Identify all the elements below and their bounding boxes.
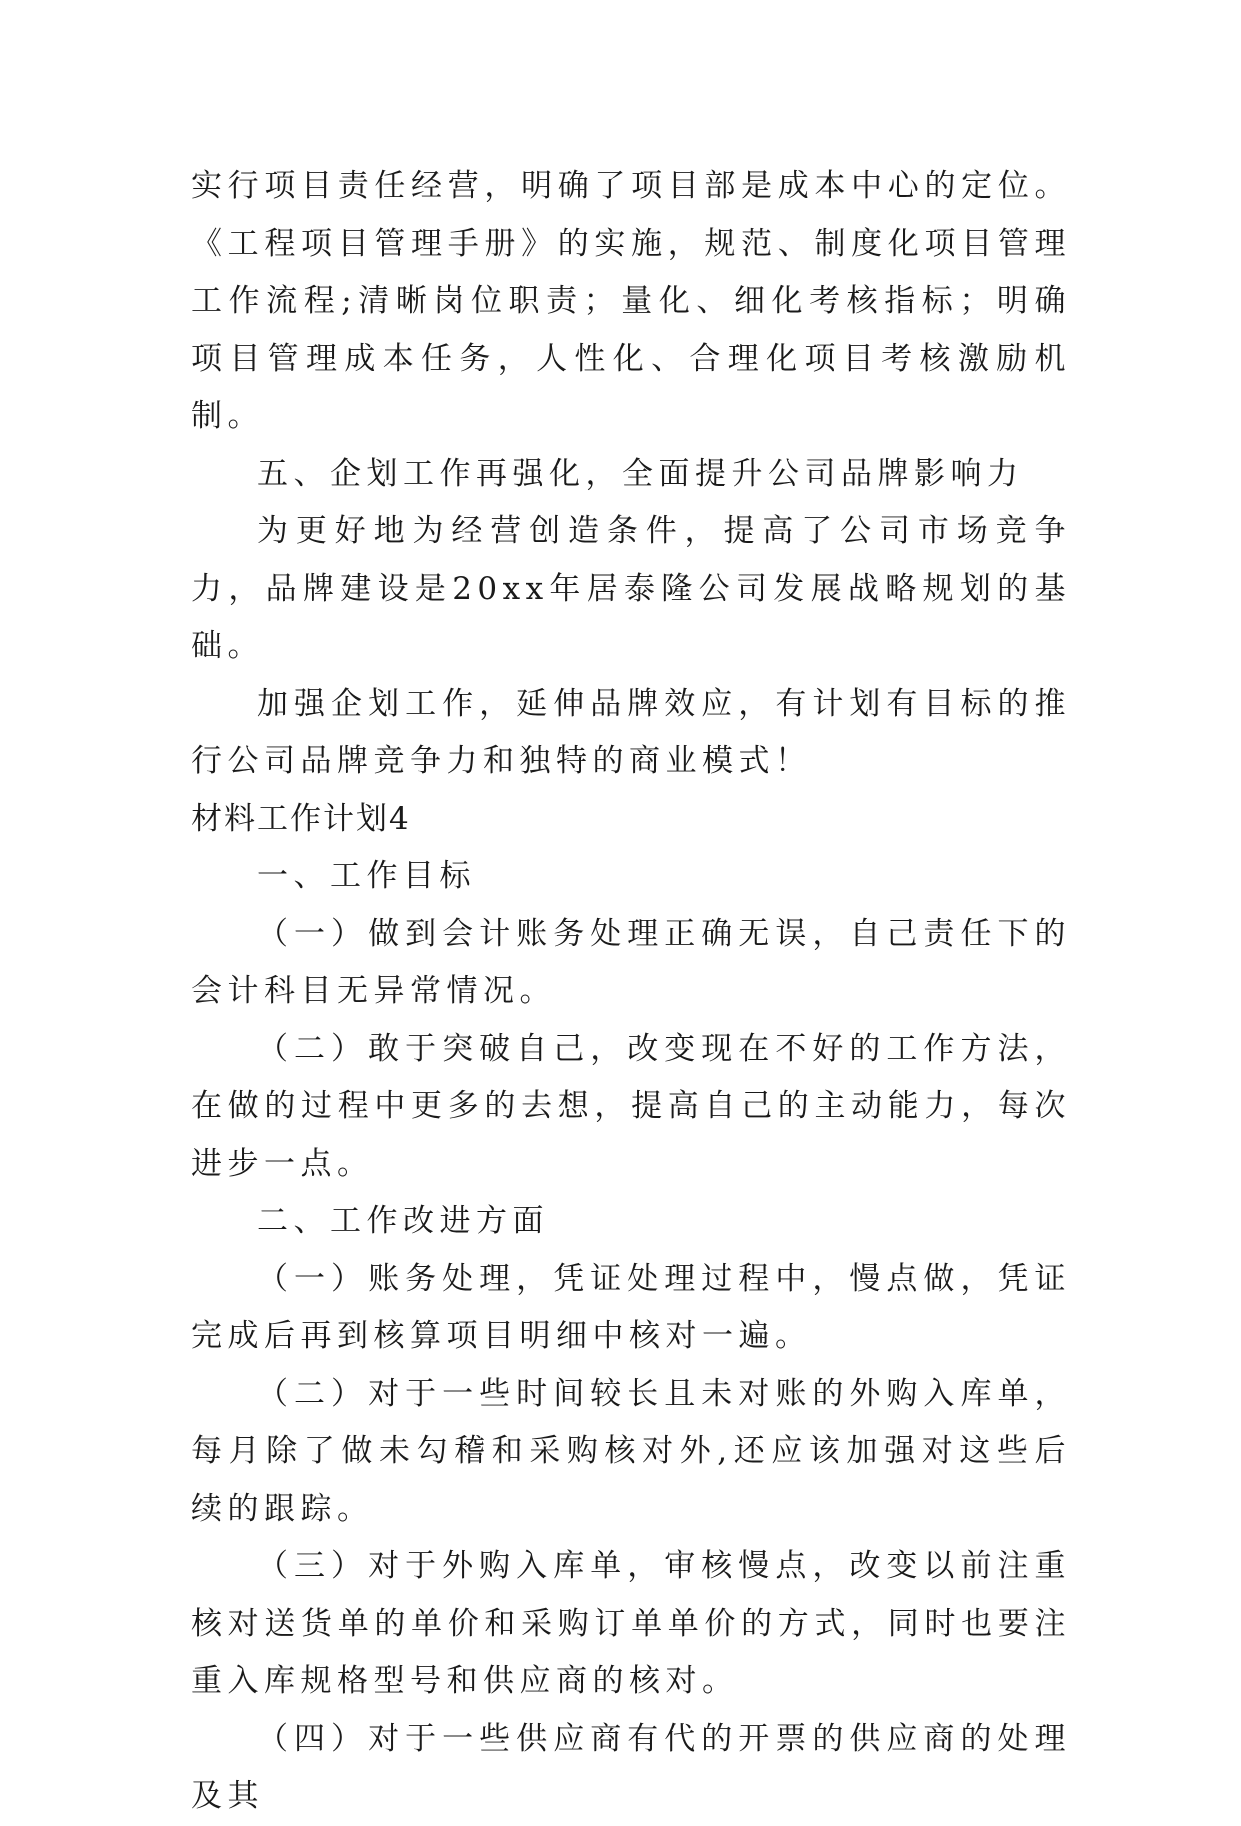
section-heading-work-goals: 一、工作目标 (257, 858, 476, 894)
section-heading-improvements: 二、工作改进方面 (257, 1203, 549, 1239)
paragraph-improvement-2: （二）对于一些时间较长且未对账的外购入库单，每月除了做未勾稽和采购核对外,还应该加强对这些后续的跟踪。 (191, 1375, 1071, 1527)
paragraph-project-responsibility: 实行项目责任经营，明确了项目部是成本中心的定位。《工程项目管理手册》的实施，规范、制度化项目管理工作流程;清晰岗位职责；量化、细化考核指标；明确项目管理成本任务，人性化、合理化项目考核激励机制。 (191, 168, 1071, 434)
document-title: 材料工作计划4 (191, 800, 411, 837)
paragraph-goal-2: （二）敢于突破自己，改变现在不好的工作方法，在做的过程中更多的去想，提高自己的主动能力，每次进步一点。 (191, 1030, 1071, 1182)
paragraph-improvement-1: （一）账务处理，凭证处理过程中，慢点做，凭证完成后再到核算项目明细中核对一遍。 (191, 1260, 1071, 1354)
section-heading-planning: 五、企划工作再强化，全面提升公司品牌影响力 (257, 455, 1024, 492)
paragraph-brand-building: 为更好地为经营创造条件，提高了公司市场竞争力，品牌建设是20xx年居泰隆公司发展战略规划的基础。 (191, 513, 1071, 664)
document-body (191, 158, 1071, 1826)
paragraph-strengthen-planning: 加强企划工作，延伸品牌效应，有计划有目标的推行公司品牌竞争力和独特的商业模式！ (191, 685, 1071, 779)
paragraph-improvement-4: （四）对于一些供应商有代的开票的供应商的处理及其 (191, 1720, 1071, 1814)
paragraph-goal-1: （一）做到会计账务处理正确无误，自己责任下的会计科目无异常情况。 (191, 915, 1071, 1009)
paragraph-improvement-3: （三）对于外购入库单，审核慢点，改变以前注重核对送货单的单价和采购订单单价的方式，同时也要注重入库规格型号和供应商的核对。 (191, 1548, 1071, 1699)
